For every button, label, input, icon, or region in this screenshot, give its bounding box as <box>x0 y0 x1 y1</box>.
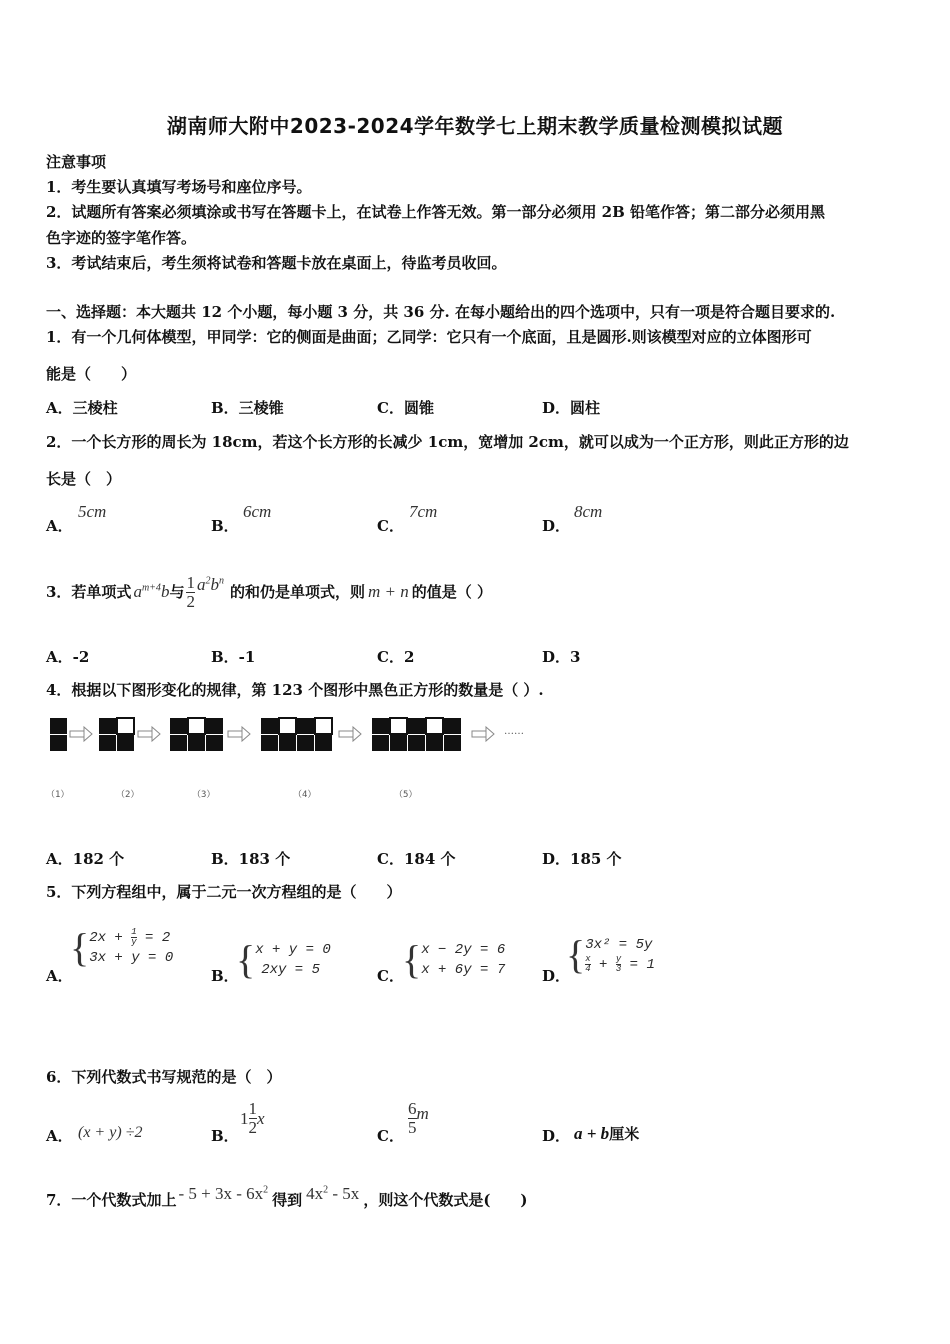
question-3 <box>46 562 492 622</box>
question-4-text: 4．根据以下图形变化的规律，第 123 个图形中黑色正方形的数量是（ ）. <box>46 681 544 699</box>
q2-option-c-value: 7cm <box>409 502 438 521</box>
q6-option-c-expr: $\frac{6}{5}$ m <box>408 1099 429 1137</box>
arrow-icon <box>138 727 160 741</box>
q3-option-a: A．-2 <box>46 648 90 666</box>
pattern-caption-1: （1） <box>46 790 70 800</box>
section-heading: 一、选择题：本大题共 12 个小题，每小题 3 分，共 36 分. 在每小题给出的四个选项中，只有一项是符合题目要求的. <box>46 303 836 321</box>
question-2-text-cont: 长是（ ） <box>46 470 122 488</box>
q1-option-b: B．三棱锥 <box>211 399 284 417</box>
q5-option-d-letter: D． <box>542 967 571 985</box>
q6-option-b-expr: 1 $\frac{1}{2}$ x <box>240 1099 265 1137</box>
pattern-caption-4: （4） <box>293 790 317 800</box>
notice-item: 3．考试结束后，考生须将试卷和答题卡放在桌面上，待监考员收回。 <box>46 254 507 272</box>
q3-expr2: $a^2b^n$ <box>196 575 224 594</box>
q3-end: 的值是（ ） <box>411 583 492 601</box>
q3-option-d: D．3 <box>542 648 581 666</box>
q5-option-a-letter: A． <box>46 967 73 985</box>
q2-option-c-letter: C． <box>377 517 404 535</box>
pattern-step-2 <box>99 718 134 751</box>
q6-option-a-letter: A． <box>46 1127 73 1145</box>
arrow-icon <box>472 727 494 741</box>
notice-item: 色字迹的签字笔作答。 <box>46 229 197 247</box>
q6-option-d-expr: a + b 厘米 <box>574 1124 640 1143</box>
question-6-text: 6．下列代数式书写规范的是（ ） <box>46 1068 282 1086</box>
q2-option-d-letter: D． <box>542 517 571 535</box>
arrow-icon <box>339 727 361 741</box>
q1-option-d: D．圆柱 <box>542 399 601 417</box>
arrow-icon <box>228 727 250 741</box>
q5-option-c-system: { x − 2y = 6 x + 6y = 7 <box>402 937 506 982</box>
q1-option-a: A．三棱柱 <box>46 399 118 417</box>
q6-option-c-letter: C． <box>377 1127 404 1145</box>
pattern-figure <box>46 714 546 756</box>
pattern-step-5 <box>372 718 461 751</box>
q3-mid: 与 <box>169 583 185 601</box>
q3-suffix: 的和仍是单项式，则 <box>229 583 365 601</box>
q2-option-a-letter: A． <box>46 517 73 535</box>
pattern-caption-3: （3） <box>192 790 216 800</box>
notice-item: 1．考生要认真填写考场号和座位序号。 <box>46 178 312 196</box>
pattern-step-4 <box>261 718 332 751</box>
question-1-text: 1．有一个几何体模型，甲同学：它的侧面是曲面；乙同学：它只有一个底面，且是圆形.则该模型对应的立体图形可 <box>46 328 812 346</box>
q6-option-b-letter: B． <box>211 1127 239 1145</box>
q5-option-a-system: { 2x + $\frac{1}{y}$ = 2 3x + y = 0 <box>70 925 174 971</box>
q4-option-b: B．183 个 <box>211 850 291 868</box>
question-2-text: 2．一个长方形的周长为 18cm，若这个长方形的长减少 1cm，宽增加 2cm，就可以成为一个正方形，则此正方形的边 <box>46 433 849 451</box>
q6-option-a-expr: (x + y) ÷2 <box>78 1124 143 1141</box>
q2-option-b-value: 6cm <box>243 502 272 521</box>
pattern-step-1 <box>50 718 67 751</box>
q4-option-d: D．185 个 <box>542 850 622 868</box>
q2-option-a-value: 5cm <box>78 502 107 521</box>
q6-option-d-letter: D． <box>542 1127 571 1145</box>
q2-option-d-value: 8cm <box>574 502 603 521</box>
q4-option-c: C．184 个 <box>377 850 456 868</box>
question-1-text-cont: 能是（ ） <box>46 365 137 383</box>
question-7: 7．一个代数式加上 - $5 + 3x - 6x^2$ 得到 $4x^2 - 5x$ ，则这个代数式是( ) <box>46 1184 528 1209</box>
q1-option-c: C．圆锥 <box>377 399 434 417</box>
question-5-text: 5．下列方程组中，属于二元一次方程组的是（ ） <box>46 883 402 901</box>
q3-fraction: $\frac{1}{2}$ <box>186 572 195 611</box>
q4-option-a: A．182 个 <box>46 850 125 868</box>
notice-item: 2．试题所有答案必须填涂或书写在答题卡上，在试卷上作答无效。第一部分必须用 2B 铅笔作答；第二部分必须用黑 <box>46 203 826 221</box>
pattern-caption-5: （5） <box>394 790 418 800</box>
q5-option-b-system: { x + y = 0 2xy = 5 <box>236 937 331 982</box>
page-title: 湖南师大附中2023-2024学年数学七上期末教学质量检测模拟试题 <box>166 114 784 138</box>
pattern-ellipsis: …… <box>504 726 524 737</box>
q3-expr1: $a^{m+4}b$ <box>133 582 170 601</box>
q3-mn: m + n <box>367 582 409 601</box>
q5-option-d-system: { 3x² = 5y $\frac{x}{4}$ + $\frac{y}{3}$ = 1 <box>566 932 655 978</box>
arrow-icon <box>70 727 92 741</box>
q5-option-c-letter: C． <box>377 967 404 985</box>
q5-option-b-letter: B． <box>211 967 239 985</box>
pattern-step-3 <box>170 718 223 751</box>
pattern-caption-2: （2） <box>116 790 140 800</box>
q3-option-c: C．2 <box>377 648 415 666</box>
notice-heading: 注意事项 <box>46 153 107 171</box>
q3-option-b: B．-1 <box>211 648 256 666</box>
q2-option-b-letter: B． <box>211 517 239 535</box>
q3-prefix: 3．若单项式 <box>46 583 132 601</box>
